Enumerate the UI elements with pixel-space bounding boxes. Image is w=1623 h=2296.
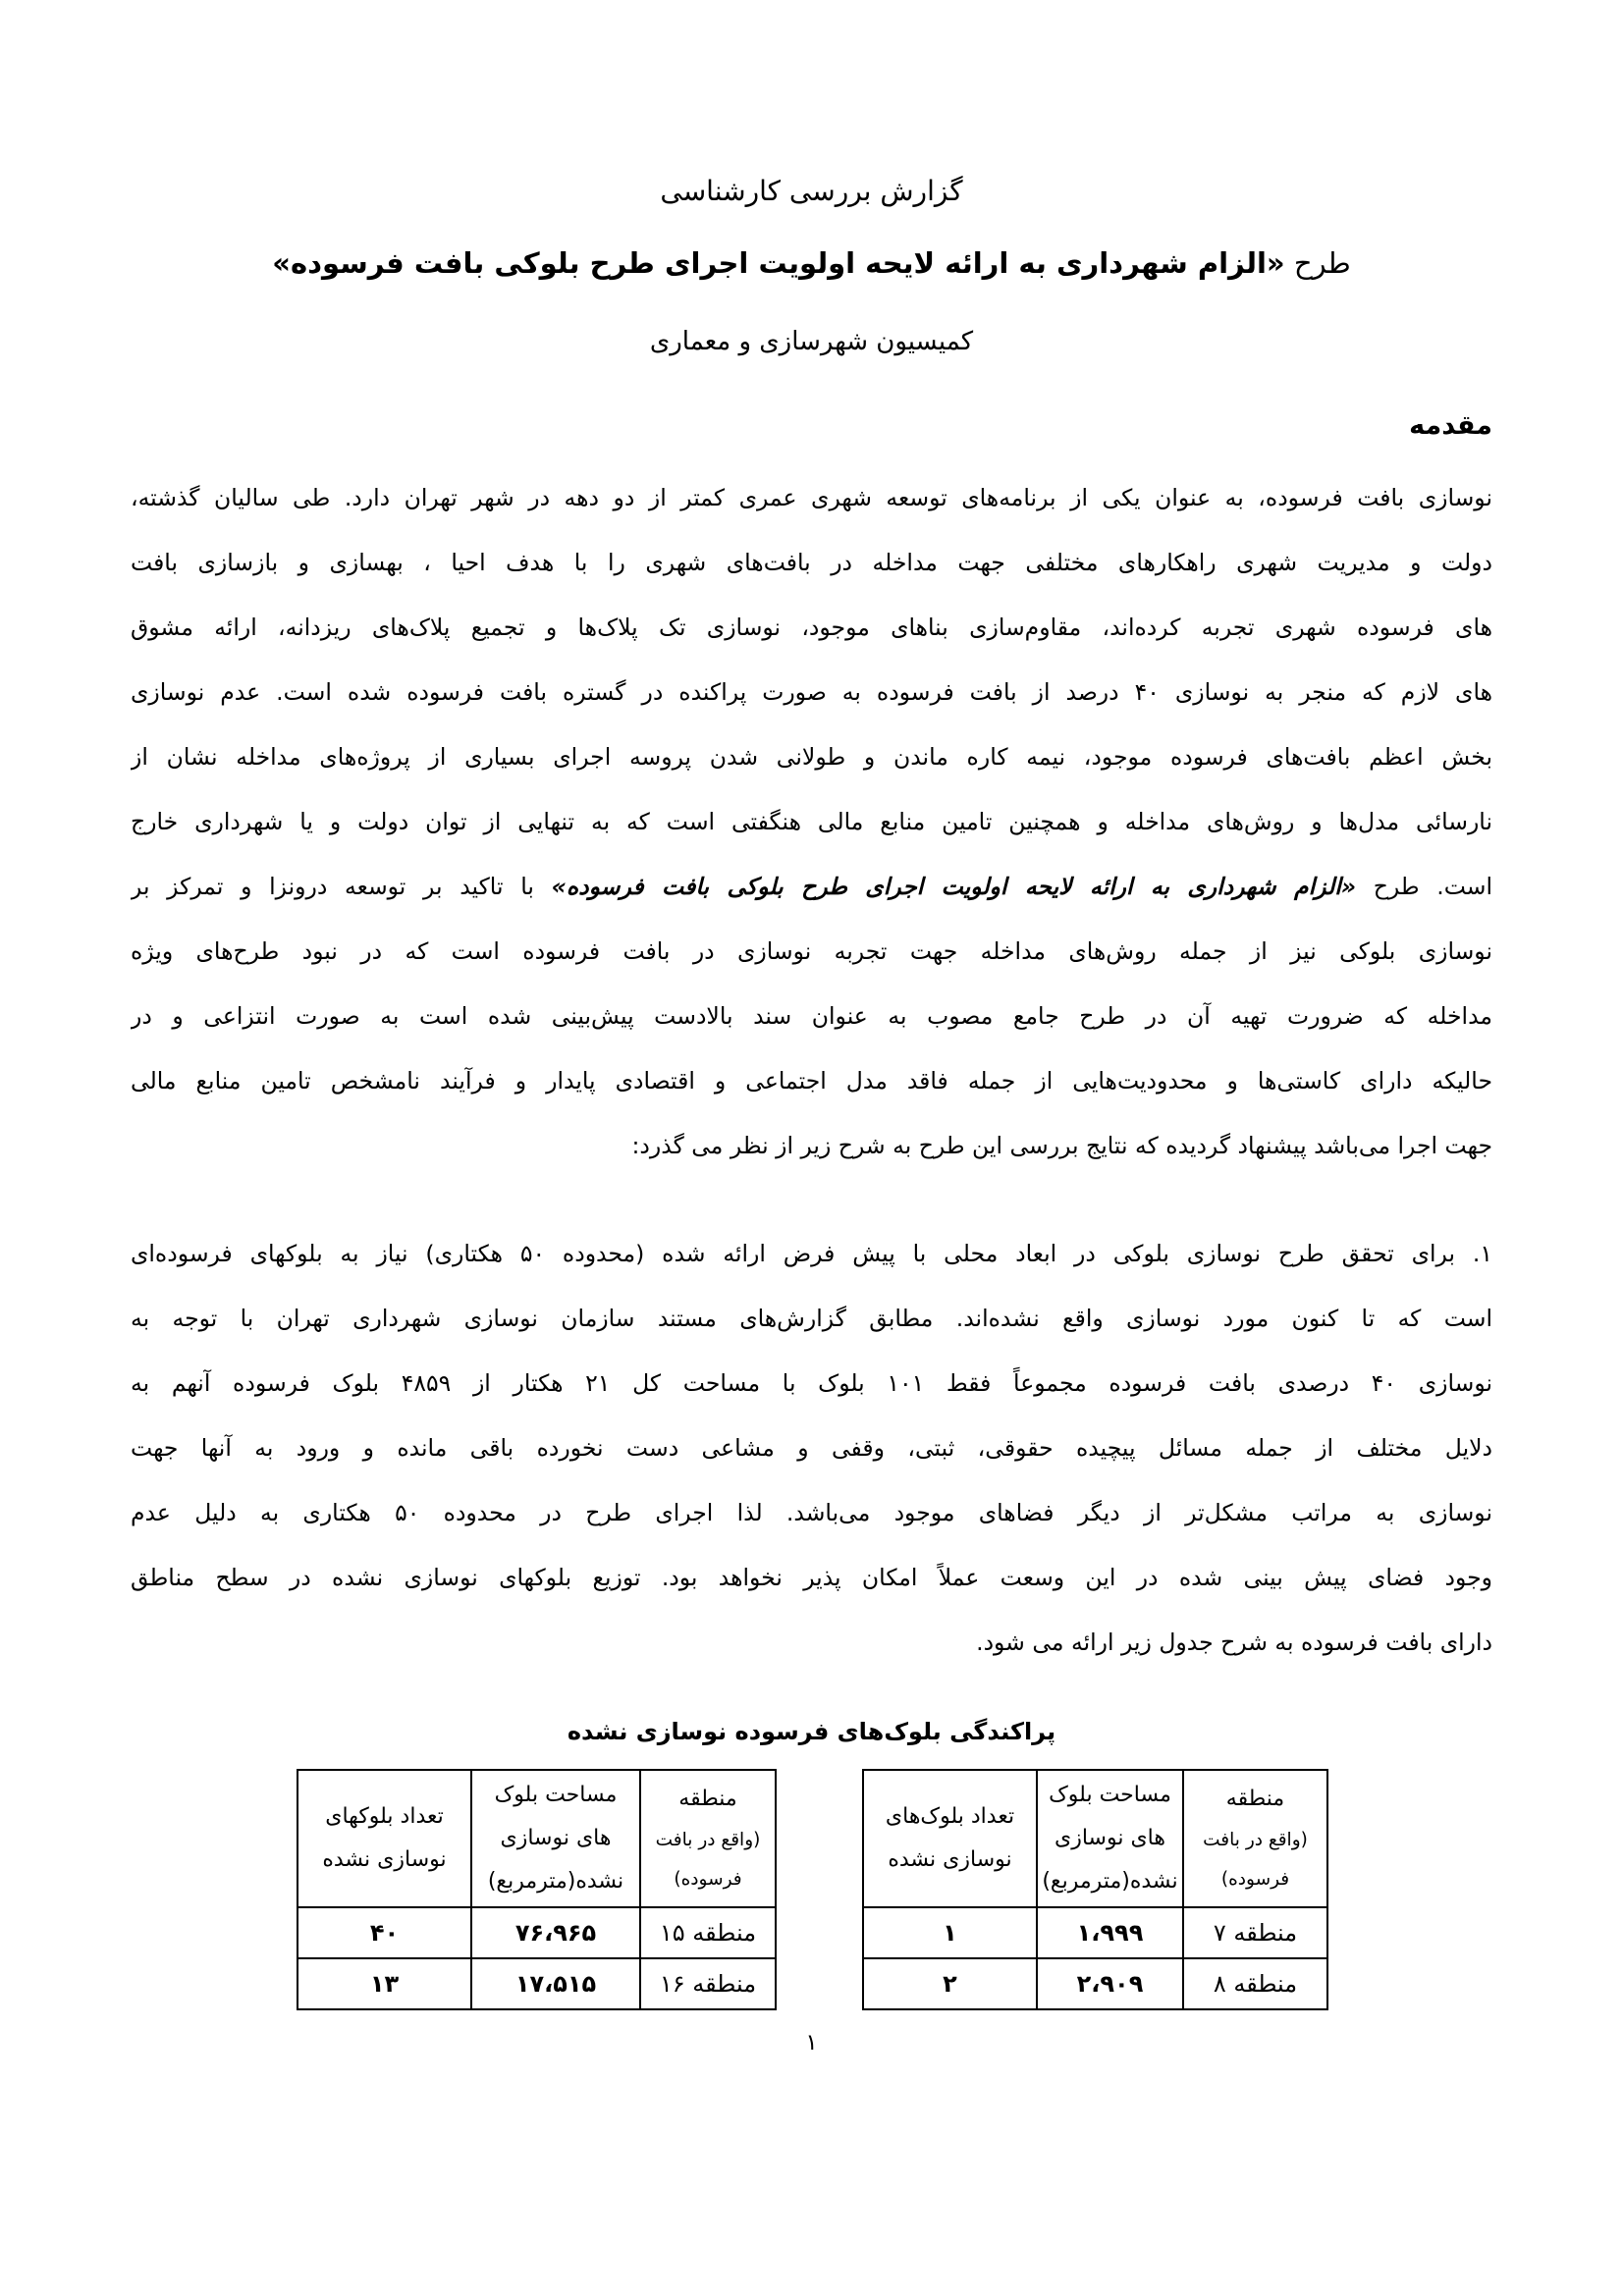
header-line: (واقع در بافت: [655, 1830, 761, 1850]
item1-line: وجود فضای پیش بینی شده در این وسعت عملاً امکان پذیر نخواهد بود. توزیع بلوکهای نوسازی نشده در سطح مناطق: [131, 1564, 1492, 1591]
cell-count: ۴۰: [298, 1907, 471, 1958]
plan-title-prefix: طرح: [1284, 246, 1351, 280]
header-line: منطقه: [1225, 1787, 1285, 1811]
intro-line7-plan-name: «الزام شهرداری به ارائه لایحه اولویت اجرای طرح بلوکی بافت فرسوده»: [551, 873, 1357, 900]
header-line: نوسازی نشده: [322, 1847, 447, 1872]
header-line: تعداد بلوکهای: [325, 1804, 444, 1829]
header-line: مساحت بلوک: [494, 1783, 618, 1807]
col-header-area: [1037, 1770, 1183, 1907]
col-header-area: [471, 1770, 640, 1907]
item1-line: نوسازی به مراتب مشکل‌تر از دیگر فضاهای موجود می‌باشد. لذا اجرای طرح در محدوده ۵۰ هکتاری به دلیل عدم: [131, 1499, 1492, 1526]
cell-count: ۲: [863, 1958, 1037, 2009]
plan-title-quoted: «الزام شهرداری به ارائه لایحه اولویت اجرای طرح بلوکی بافت فرسوده»: [272, 246, 1285, 280]
intro-line: نوسازی بلوکی نیز از جمله روش‌های مداخله جهت تجربه نوسازی در بافت فرسوده است که در نبود طرح‌های ویژه: [131, 937, 1492, 965]
intro-line: مداخله که ضرورت تهیه آن در طرح جامع مصوب به عنوان سند بالادست پیش‌بینی شده است به صورت انتزاعی و در: [131, 1002, 1492, 1030]
intro-line-with-plan-name: [131, 854, 1492, 919]
plan-title: [0, 246, 1623, 280]
intro-line: های فرسوده شهری تجربه کرده‌اند، مقاوم‌سازی بناهای موجود، نوسازی تک پلاک‌ها و تجمیع پلاک‌های ریزدانه، ارائه مشوق: [131, 614, 1492, 641]
header-line: های نوسازی: [1055, 1826, 1165, 1850]
table-header-row: [863, 1770, 1327, 1907]
cell-region: منطقه ۸: [1183, 1958, 1327, 2009]
header-line: تعداد بلوک‌های: [885, 1804, 1015, 1829]
table-header-row: [298, 1770, 776, 1907]
header-line: نشده(مترمربع): [1042, 1869, 1178, 1894]
table-row: [298, 1958, 776, 2009]
header-line: های نوسازی: [500, 1826, 612, 1850]
intro-line: نارسائی مدل‌ها و روش‌های مداخله و همچنین تامین منابع مالی هنگفتی است که به تنهایی از توان دولت و یا شهرداری خارج: [131, 808, 1492, 835]
col-header-region: [640, 1770, 776, 1907]
header-line: نوسازی نشده: [888, 1847, 1012, 1872]
intro-line: جهت اجرا می‌باشد پیشنهاد گردیده که نتایج بررسی این طرح به شرح زیر از نظر می گذرد:: [631, 1132, 1492, 1159]
cell-area: ۱۷،۵۱۵: [471, 1958, 640, 2009]
item1-line: دلایل مختلف از جمله مسائل پیچیده حقوقی، ثبتی، وقفی و مشاعی دست نخورده باقی مانده و ورود به آنها جهت: [131, 1434, 1492, 1462]
intro-line: های لازم که منجر به نوسازی ۴۰ درصد از بافت فرسوده به صورت پراکنده در گستره بافت فرسوده شده است. عدم نوسازی: [131, 678, 1492, 706]
cell-region: منطقه ۷: [1183, 1907, 1327, 1958]
numbered-item-1: [131, 1221, 1492, 1675]
col-header-count: [298, 1770, 471, 1907]
table-unrenovated-blocks-regions-7-8: [862, 1769, 1328, 2010]
header-line: نشده(مترمربع): [487, 1869, 624, 1894]
item1-line: ۱. برای تحقق طرح نوسازی بلوکی در ابعاد محلی با پیش فرض ارائه شده (محدوده ۵۰ هکتاری) نیاز به بلوکهای فرسوده‌ای: [131, 1240, 1492, 1267]
cell-area: ۲،۹۰۹: [1037, 1958, 1183, 2009]
header-line: فرسوده): [674, 1869, 742, 1890]
table-caption: پراکندگی بلوک‌های فرسوده نوسازی نشده: [567, 1718, 1056, 1745]
cell-area: ۱،۹۹۹: [1037, 1907, 1183, 1958]
cell-region: منطقه ۱۶: [640, 1958, 776, 2009]
table-row: [863, 1907, 1327, 1958]
cell-area: ۷۶،۹۶۵: [471, 1907, 640, 1958]
header-line: فرسوده): [1220, 1869, 1290, 1890]
col-header-count: [863, 1770, 1037, 1907]
page-number: ۱: [805, 2030, 818, 2056]
intro-line: نوسازی بافت فرسوده، به عنوان یکی از برنامه‌های توسعه شهری عمری کمتر از دو دهه در شهر تهران دارد. طی سالیان گذشته،: [131, 484, 1492, 511]
intro-line7-pre: است. طرح: [1356, 873, 1492, 900]
intro-line: بخش اعظم بافت‌های فرسوده موجود، نیمه کاره ماندن و طولانی شدن پروسه اجرای بسیاری از پروژه‌های مداخله نشان از: [131, 743, 1492, 771]
header-line: (واقع در بافت: [1203, 1830, 1308, 1850]
col-header-region: [1183, 1770, 1327, 1907]
report-title: گزارش بررسی کارشناسی: [660, 175, 963, 207]
intro-paragraph: [131, 465, 1492, 1178]
header-line: منطقه: [678, 1787, 737, 1811]
intro-line: حالیکه دارای کاستی‌ها و محدودیت‌هایی از جمله فاقد مدل اجتماعی و اقتصادی پایدار و فرآیند نامشخص تامین منابع مالی: [131, 1067, 1492, 1095]
intro-heading: مقدمه: [1409, 410, 1492, 441]
table-unrenovated-blocks-regions-15-16: [297, 1769, 777, 2010]
table-row: [863, 1958, 1327, 2009]
cell-region: منطقه ۱۵: [640, 1907, 776, 1958]
item1-line: است که تا کنون مورد نوسازی واقع نشده‌اند. مطابق گزارش‌های مستند سازمان نوسازی شهرداری تهران با توجه به: [131, 1305, 1492, 1332]
table-row: [298, 1907, 776, 1958]
cell-count: ۱۳: [298, 1958, 471, 2009]
header-line: مساحت بلوک: [1049, 1783, 1171, 1807]
cell-count: ۱: [863, 1907, 1037, 1958]
intro-line: دولت و مدیریت شهری راهکارهای مختلفی جهت مداخله در بافت‌های شهری را با هدف احیا ، بهسازی و بازسازی بافت: [131, 549, 1492, 576]
item1-line: نوسازی ۴۰ درصدی بافت فرسوده مجموعاً فقط ۱۰۱ بلوک با مساحت کل ۲۱ هکتار از ۴۸۵۹ بلوک فرسوده آنهم به: [131, 1369, 1492, 1397]
commission-subtitle: کمیسیون شهرسازی و معماری: [649, 327, 974, 356]
item1-line: دارای بافت فرسوده به شرح جدول زیر ارائه می شود.: [976, 1629, 1492, 1656]
intro-line7-post: با تاکید بر توسعه درونزا و تمرکز بر: [131, 873, 552, 900]
